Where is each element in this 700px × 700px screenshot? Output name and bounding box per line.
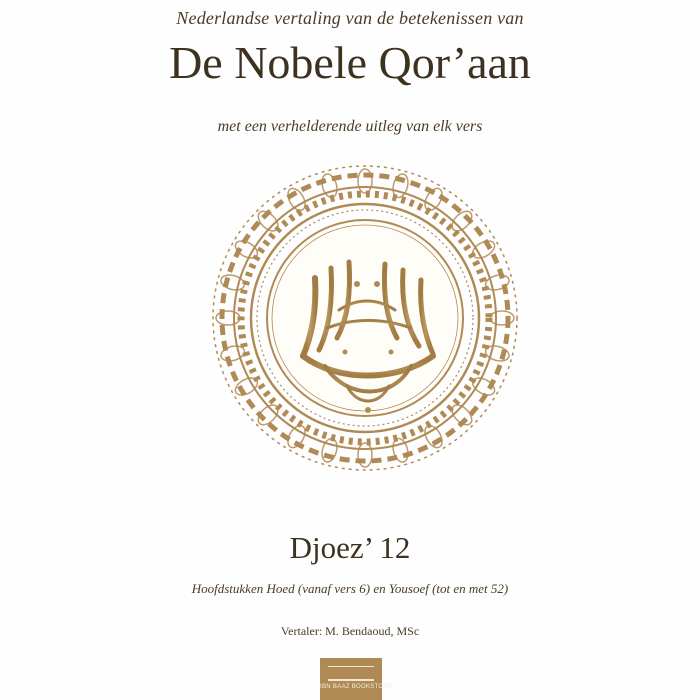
quran-calligraphy-medallion-icon — [207, 160, 523, 476]
translator-credit: Vertaler: M. Bendaoud, MSc — [280, 624, 420, 638]
cover-subtitle-top: Nederlandse vertaling van de betekenissen van — [176, 8, 524, 28]
publisher-logo — [320, 658, 393, 700]
cover-subtitle-bottom: met een verhelderende uitleg van elk vers — [217, 118, 483, 135]
chapters-subtitle: Hoofdstukken Hoed (vanaf vers 6) en Yousoef (tot en met 52) — [191, 581, 509, 596]
ornament-lobe — [284, 423, 308, 451]
publisher-logo-text: IBN BAAZ BOOKSTORE — [320, 684, 393, 690]
publisher-logo-mark-icon — [328, 666, 374, 681]
cover-title: De Nobele Qor’aan — [169, 37, 531, 88]
ornament-lobe — [470, 374, 498, 398]
juz-title: Djoez’ 12 — [289, 530, 411, 565]
